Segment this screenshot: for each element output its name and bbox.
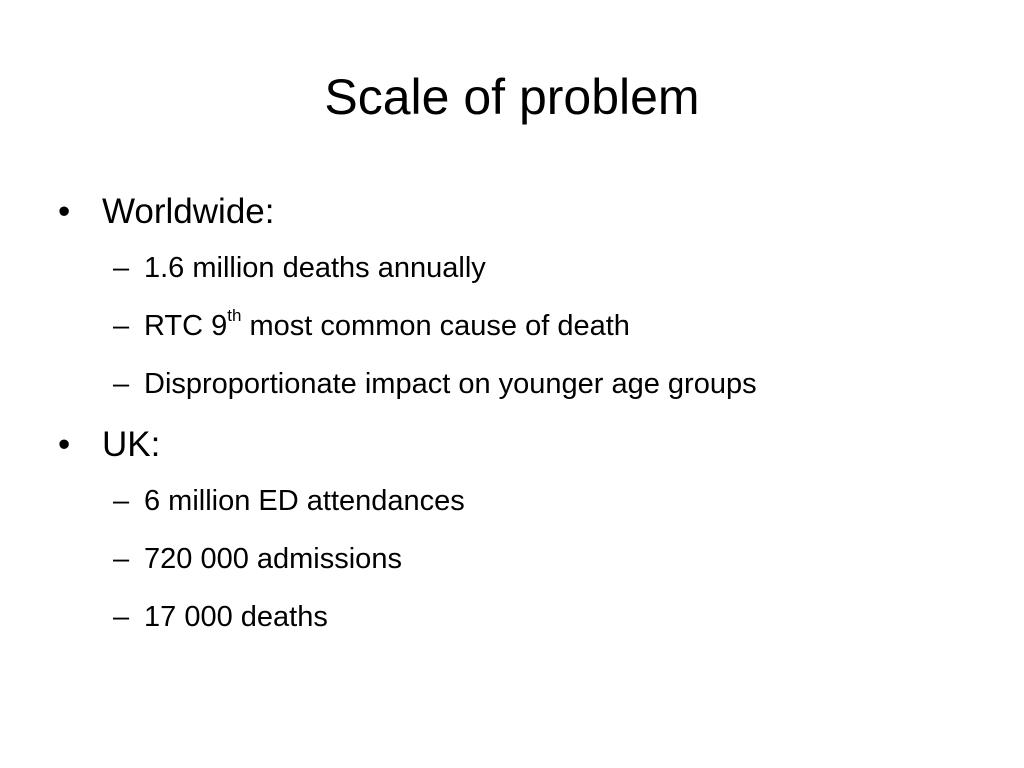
dash-icon: – <box>113 601 130 633</box>
sub-bullet-item <box>58 539 998 579</box>
sub-bullet-item <box>58 306 998 346</box>
dash-icon: – <box>113 368 130 400</box>
bullet-item-worldwide <box>58 188 998 236</box>
dash-icon: – <box>113 485 130 517</box>
bullet-heading: UK: <box>102 425 161 464</box>
sub-bullet-item <box>58 248 998 288</box>
dash-icon: – <box>113 310 130 342</box>
sub-bullet-text: 17 000 deaths <box>144 601 328 633</box>
slide-title: Scale of problem <box>324 69 700 125</box>
bullet-list <box>58 188 998 637</box>
sub-bullet-text: Disproportionate impact on younger age groups <box>144 368 757 400</box>
bullet-heading: Worldwide: <box>102 192 275 231</box>
sub-bullet-text-suffix: most common cause of death <box>241 310 630 342</box>
sub-bullet-text: 6 million ED attendances <box>144 485 465 517</box>
bullet-item-uk <box>58 421 998 469</box>
sub-bullet-text-prefix: RTC 9 <box>144 310 228 342</box>
dash-icon: – <box>113 543 130 575</box>
sub-bullet-item <box>58 364 998 404</box>
sub-bullet-text: 720 000 admissions <box>144 543 402 575</box>
sub-bullet-item <box>58 597 998 637</box>
sub-bullet-text: 1.6 million deaths annually <box>144 252 486 284</box>
ordinal-superscript: th <box>227 306 242 326</box>
sub-bullet-item <box>58 481 998 521</box>
bullet-icon: • <box>58 192 71 231</box>
dash-icon: – <box>113 252 130 284</box>
bullet-icon: • <box>58 425 71 464</box>
